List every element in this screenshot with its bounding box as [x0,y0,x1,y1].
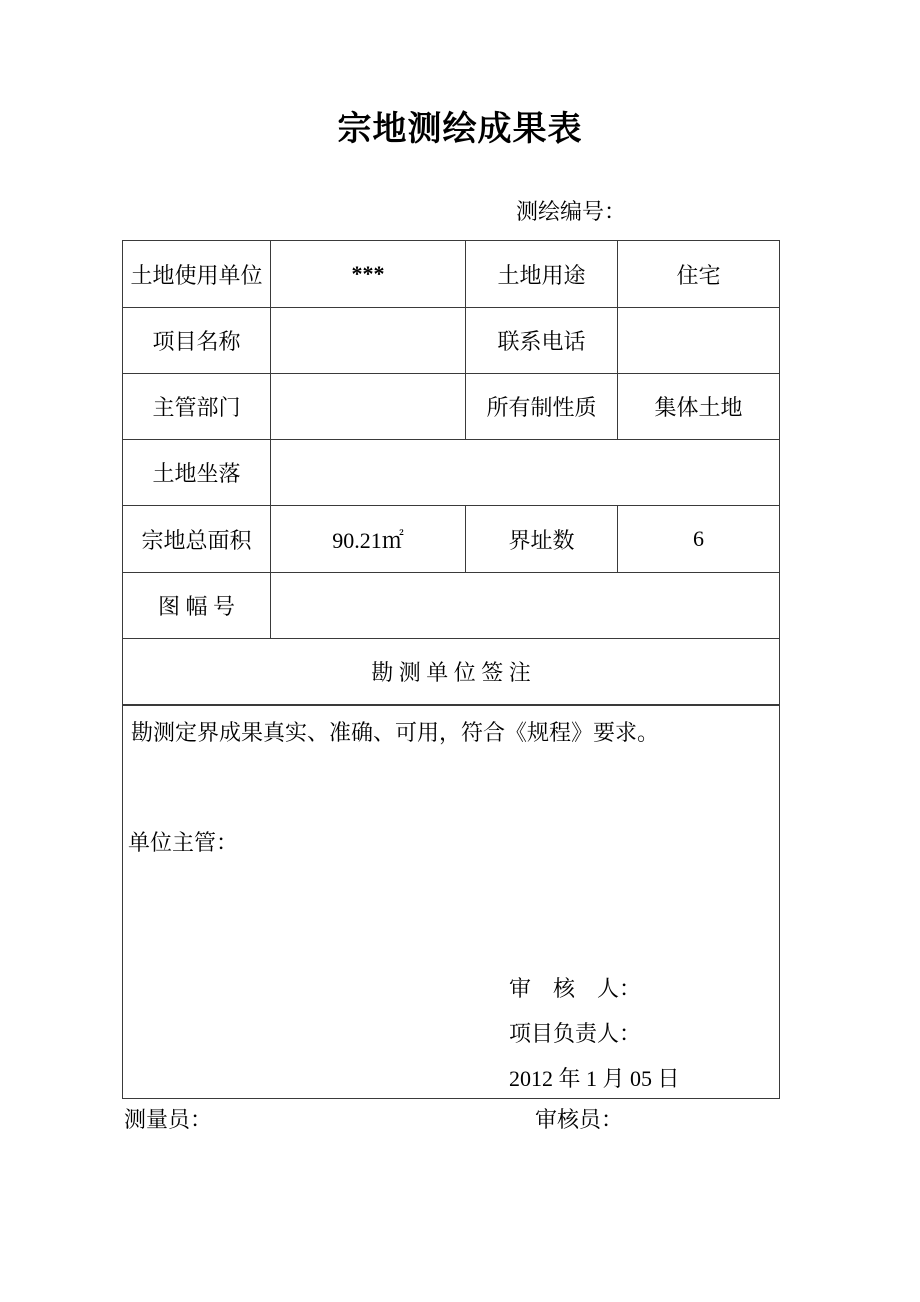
table-row [123,308,780,374]
table-row [123,241,780,308]
field-value-land-user: *** [271,241,466,308]
field-value-land-location [271,440,780,506]
field-label-map-sheet-number: 图 幅 号 [123,573,271,639]
field-label-parcel-area: 宗地总面积 [123,506,271,573]
table-row [123,573,780,639]
table-row [123,705,780,1099]
parcel-survey-table [122,240,780,1099]
page-title: 宗地测绘成果表 [337,111,583,148]
signature-block [509,972,680,1099]
unit-supervisor-label: 单位主管： [128,829,239,855]
field-value-land-use: 住宅 [618,241,780,308]
surveyor-label: 测量员： [124,1107,213,1132]
field-value-authority [271,374,466,440]
field-label-authority: 主管部门 [123,374,271,440]
field-value-contact-phone [618,308,780,374]
field-label-land-user: 土地使用单位 [123,241,271,308]
endorsement-cell [123,705,780,1099]
table-row [123,374,780,440]
section-header-survey-unit-endorsement: 勘 测 单 位 签 注 [123,639,780,705]
table-row [123,440,780,506]
project-lead-label: 项目负责人： [509,1020,642,1046]
survey-number-label: 测绘编号： [516,199,627,224]
field-label-ownership: 所有制性质 [466,374,618,440]
field-label-land-use: 土地用途 [466,241,618,308]
field-value-map-sheet-number [271,573,780,639]
checker-label: 审核员： [535,1107,624,1132]
table-row [123,506,780,573]
field-label-boundary-points: 界址数 [466,506,618,573]
field-label-contact-phone: 联系电话 [466,308,618,374]
field-value-parcel-area: 90.21㎡ [271,506,466,573]
table-row [123,639,780,705]
field-value-ownership: 集体土地 [618,374,780,440]
field-label-land-location: 土地坐落 [123,440,271,506]
field-label-project-name: 项目名称 [123,308,271,374]
field-value-boundary-points: 6 [618,506,780,573]
endorsement-statement: 勘测定界成果真实、准确、可用，符合《规程》要求。 [131,719,660,745]
reviewer-label: 审 核 人： [509,975,642,1001]
endorsement-date: 2012 年 1 月 05 日 [509,1065,680,1091]
field-value-project-name [271,308,466,374]
